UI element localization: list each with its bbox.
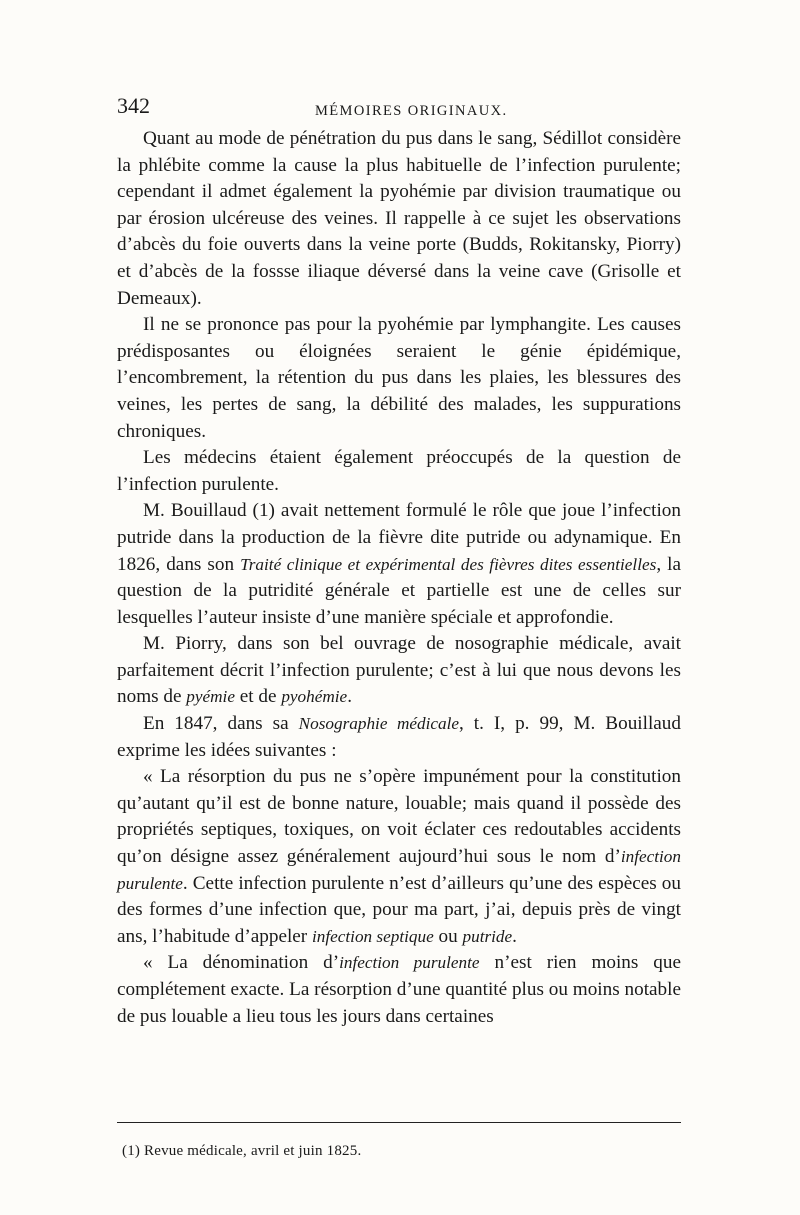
text-segment: . Cette infection purulente n’est d’ailleurs qu’une des espèces ou des formes d’une infection que, pour ma part, j’ai, depuis près de vingt ans, l’habitude d’appeler	[117, 872, 681, 947]
text-segment: , la question de la putridité générale et partielle est une de celles sur lesquelles l’auteur insiste d’une manière spéciale et approfondie.	[117, 553, 681, 628]
italic-term: infection septique	[312, 926, 434, 946]
text-segment: et de	[234, 686, 282, 708]
text-segment: Quant au mode de pénétration du pus dans le sang, Sédillot considère la phlébite comme la cause la plus habituelle de l’infection purulente; cependant il admet également la pyohémie par division traumatique ou par érosion ulcéreuse des veines. Il rappelle à ce sujet les observations d’abcès du foie ouverts dans la veine porte (Budds, Rokitansky, Piorry) et d’abcès de la fossse iliaque déversé dans la veine cave (Grisolle et Demeaux).	[117, 128, 681, 309]
text-segment: En 1847, dans sa	[143, 713, 299, 735]
footnote: (1) Revue médicale, avril et juin 1825.	[122, 1143, 362, 1159]
paragraph	[117, 711, 681, 764]
text-segment: Il ne se prononce pas pour la pyohémie par lymphangite. Les causes prédisposantes ou éloignées seraient le génie épidémique, l’encombrement, la rétention du pus dans les plaies, les blessures des veines, les pertes de sang, la débilité des malades, les suppurations chroniques.	[117, 314, 681, 442]
paragraph	[117, 950, 681, 1030]
text-segment: M. Bouillaud (1) avait nettement formulé le rôle que joue l’infection putride dans la production de la fièvre dite putride ou adynamique. En 1826, dans son	[117, 500, 681, 575]
text-segment: M. Piorry, dans son bel ouvrage de nosographie médicale, avait parfaitement décrit l’infection purulente; c’est à lui que nous devons les noms de	[117, 633, 681, 708]
text-segment: ou	[433, 925, 463, 947]
text-segment: Les médecins étaient également préoccupés de la question de l’infection purulente.	[117, 447, 681, 495]
italic-term: putride	[462, 926, 513, 946]
text-segment: .	[512, 925, 517, 947]
body-text	[117, 126, 681, 1030]
paragraph	[117, 312, 681, 445]
page-number: 342	[117, 93, 150, 118]
footnote-divider	[117, 1122, 681, 1123]
italic-term: pyémie	[186, 687, 235, 707]
text-segment: « La résorption du pus ne s’opère impunément pour la constitution qu’autant qu’il est de bonne nature, louable; mais quand il possède des propriétés septiques, toxiques, on voit éclater ces redoutables accidents qu’on désigne assez généralement aujourd’hui sous le nom d’	[117, 766, 681, 868]
text-segment: , t. I, p. 99, M. Bouillaud exprime les idées suivantes :	[117, 713, 681, 761]
running-head-title: MÉMOIRES ORIGINAUX.	[315, 103, 508, 119]
italic-term: infection purulente	[339, 953, 480, 973]
italic-term: infection purulente	[117, 847, 681, 893]
text-segment: « La dénomination d’	[143, 952, 340, 974]
text-segment: .	[347, 686, 352, 708]
paragraph	[117, 631, 681, 711]
italic-title: Traité clinique et expérimental des fièvres dites essentielles	[240, 554, 657, 574]
italic-title: Nosographie médicale	[298, 714, 459, 734]
paragraph	[117, 126, 681, 312]
italic-term: pyohémie	[281, 687, 348, 707]
paragraph	[117, 764, 681, 950]
page	[117, 92, 681, 1030]
paragraph	[117, 498, 681, 631]
paragraph	[117, 445, 681, 498]
text-segment: n’est rien moins que complétement exacte. La résorption d’une quantité plus ou moins notable de pus louable a lieu tous les jours dans certaines	[117, 952, 681, 1027]
running-head	[117, 92, 681, 126]
